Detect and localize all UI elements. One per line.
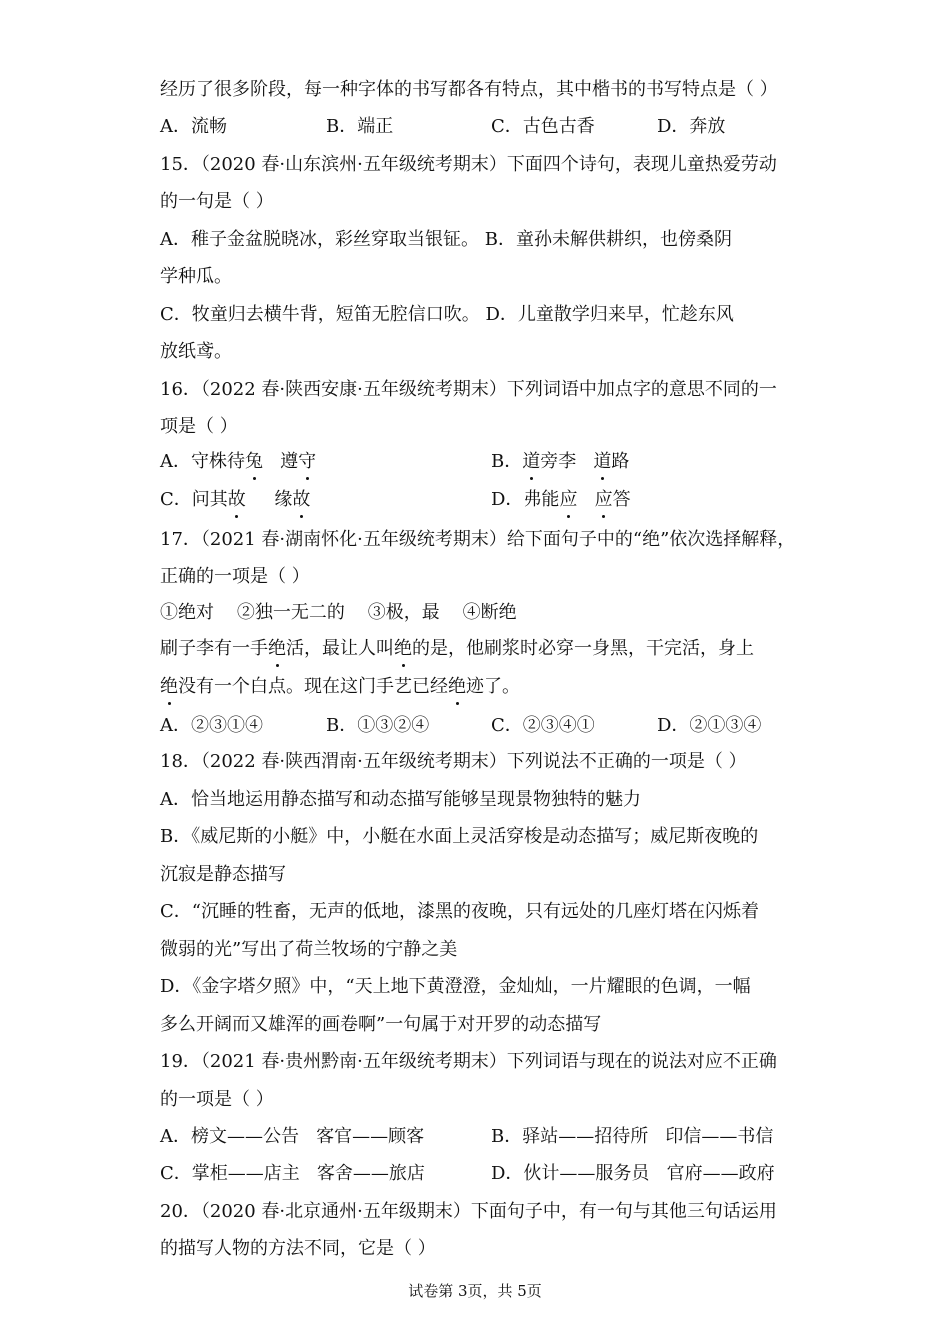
q17-sentence-line2: 绝没有一个白点。现在这门手艺已经绝迹了。: [160, 674, 800, 700]
dotted-char: 绝: [268, 636, 286, 662]
q15-stem-line1: 15．（2020 春·山东滨州·五年级统考期末）下面四个诗句，表现儿童热爱劳动: [160, 154, 777, 175]
q18-option-d-line1: D．《金字塔夕照》中，“天上地下黄澄澄，金灿灿，一片耀眼的色调，一幅: [160, 976, 751, 997]
q17-choices: ①绝对 ②独一无二的 ③极，最 ④断绝: [160, 602, 517, 623]
q17-option-a: A．②③①④: [160, 715, 263, 736]
page-footer: 试卷第 3页，共 5页: [408, 1282, 542, 1300]
q14-option-d: D．奔放: [657, 116, 726, 137]
dotted-char: 应: [595, 487, 613, 513]
q17-option-d: D．②①③④: [657, 715, 762, 736]
q17-option-c: C．②③④①: [491, 715, 595, 736]
q16-options-cd: [160, 487, 800, 513]
q19-stem-line1: 19．（2021 春·贵州黔南·五年级统考期末）下列词语与现在的说法对应不正确: [160, 1051, 777, 1072]
q16-option-d: D．弗能应 应答: [491, 487, 631, 513]
dotted-char: 绝: [160, 674, 178, 700]
q19-options-cd: [160, 1161, 800, 1187]
q18-option-c-line2: 微弱的光”写出了荷兰牧场的宁静之美: [160, 939, 458, 960]
q18-stem: 18．（2022 春·陕西渭南·五年级统考期末）下列说法不正确的一项是（ ）: [160, 751, 747, 772]
q19-option-b: B．驿站——招待所 印信——书信: [491, 1126, 774, 1147]
dotted-char: 应: [559, 487, 577, 513]
dotted-char: 故: [292, 487, 310, 513]
q18-option-d-line2: 多么开阔而又雄浑的画卷啊”一句属于对开罗的动态描写: [160, 1014, 602, 1035]
dotted-char: 道: [522, 449, 540, 475]
q15-option-cd: C．牧童归去横牛背，短笛无腔信口吹。 D．儿童散学归来早，忙趁东风: [160, 304, 734, 325]
q16-option-b: B．道旁李 道路: [491, 449, 629, 475]
q17-stem-line2: 正确的一项是（ ）: [160, 566, 310, 587]
q17-sentence-line1: 刷子李有一手绝活，最让人叫绝的是，他刷浆时必穿一身黑，干完活，身上: [160, 636, 800, 662]
dotted-char: 绝: [448, 674, 466, 700]
q16-option-c: C．问其故 缘故: [160, 487, 310, 513]
q19-option-a: A．榜文——公告 客官——顾客: [160, 1126, 425, 1147]
q17-options: [160, 713, 800, 739]
q20-stem-line1: 20．（2020 春·北京通州·五年级期末）下面句子中，有一句与其他三句话运用: [160, 1201, 777, 1222]
q19-options-ab: [160, 1124, 800, 1150]
q16-options-ab: [160, 449, 800, 475]
q15-option-d-cont: 放纸鸢。: [160, 341, 232, 362]
dotted-char: 守: [298, 449, 316, 475]
q20-stem-line2: 的描写人物的方法不同，它是（ ）: [160, 1238, 436, 1259]
q16-stem-line2: 项是（ ）: [160, 416, 238, 437]
q15-option-b-cont: 学种瓜。: [160, 266, 232, 287]
q14-option-b: B．端正: [326, 116, 394, 137]
q15-stem-line2: 的一句是（ ）: [160, 191, 274, 212]
q14-option-a: A．流畅: [160, 116, 227, 137]
dotted-char: 绝: [394, 636, 412, 662]
q17-stem-line1: 17．（2021 春·湖南怀化·五年级统考期末）给下面句子中的“绝”依次选择解释，: [160, 529, 796, 550]
q16-stem-line1: 16．（2022 春·陕西安康·五年级统考期末）下列词语中加点字的意思不同的一: [160, 379, 777, 400]
q18-option-b-line2: 沉寂是静态描写: [160, 864, 286, 885]
q16-option-a: A．守株待兔 遵守: [160, 449, 316, 475]
dotted-char: 故: [228, 487, 246, 513]
q19-stem-line2: 的一项是（ ）: [160, 1089, 274, 1110]
q18-option-a: A．恰当地运用静态描写和动态描写能够呈现景物独特的魅力: [160, 789, 641, 810]
q14-options: [160, 114, 800, 140]
dotted-char: 兔: [245, 449, 263, 475]
q14-continuation: 经历了很多阶段，每一种字体的书写都各有特点，其中楷书的书写特点是（ ）: [160, 79, 778, 100]
q15-option-ab: A．稚子金盆脱晓冰，彩丝穿取当银钲。 B．童孙未解供耕织，也傍桑阴: [160, 229, 732, 250]
q19-option-c: C．掌柜——店主 客舍——旅店: [160, 1163, 425, 1184]
q17-option-b: B．①③②④: [326, 715, 430, 736]
dotted-char: 道: [593, 449, 611, 475]
q18-option-b-line1: B．《威尼斯的小艇》中，小艇在水面上灵活穿梭是动态描写；威尼斯夜晚的: [160, 826, 759, 847]
q18-option-c-line1: C．“沉睡的牲畜，无声的低地，漆黑的夜晚，只有远处的几座灯塔在闪烁着: [160, 901, 759, 922]
q19-option-d: D．伙计——服务员 官府——政府: [491, 1163, 775, 1184]
q14-option-c: C．古色古香: [491, 116, 595, 137]
